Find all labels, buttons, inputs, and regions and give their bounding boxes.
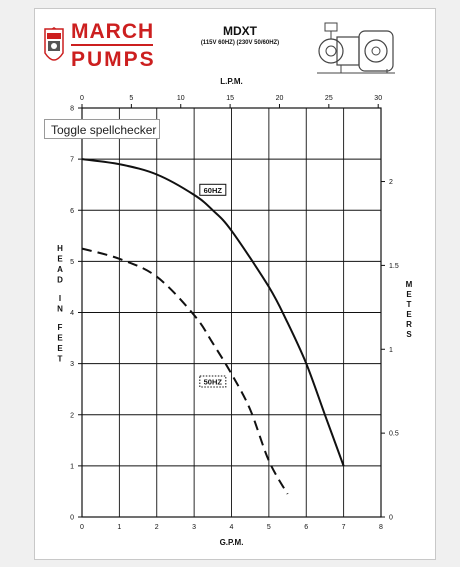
axis-title-letter: E	[57, 333, 63, 343]
y-tick-label: 1	[70, 463, 74, 471]
top-tick-label: 0	[80, 95, 84, 102]
series-group	[82, 159, 344, 494]
y-tick-label: 7	[70, 156, 74, 164]
top-tick-label: 25	[324, 95, 333, 102]
series-label: 50HZ	[203, 377, 222, 387]
x-tick-label: 3	[192, 524, 197, 531]
y-tick-label: 6	[70, 207, 74, 215]
right-tick-label: 0	[389, 514, 393, 522]
x-tick-label: 7	[341, 524, 346, 531]
axis-title-letter: E	[406, 310, 412, 319]
axis-title-letter: E	[57, 254, 63, 264]
axis-title-letter: F	[57, 323, 63, 332]
x-tick-label: 4	[229, 524, 234, 531]
x-tick-label: 2	[154, 524, 159, 531]
y-axis-title	[57, 244, 63, 364]
series-label: 60HZ	[203, 185, 222, 195]
right-tick-label: 1	[389, 346, 393, 354]
axis-title-letter: E	[406, 290, 412, 299]
right-tick-label: 0.5	[389, 430, 399, 438]
y-tick-label: 2	[70, 412, 74, 420]
axis-title-letter: T	[57, 354, 63, 364]
top-tick-label: 10	[176, 95, 185, 102]
axis-labels	[57, 77, 413, 547]
spellchecker-tooltip: Toggle spellchecker	[44, 119, 160, 139]
y-tick-label: 5	[70, 258, 74, 266]
top-tick-label: 20	[275, 95, 284, 102]
axis-title-letter: H	[57, 244, 63, 253]
top-tick-label: 30	[374, 95, 383, 102]
axis-title-letter: M	[405, 280, 413, 289]
axis-title-letter: T	[406, 300, 412, 309]
x-tick-label: 8	[379, 524, 383, 531]
axis-title-letter: R	[406, 320, 412, 329]
x-tick-label: 1	[117, 524, 122, 531]
grid-lines	[82, 108, 381, 517]
axis-title-letter: E	[57, 344, 63, 353]
brand-line-1: MARCH	[71, 20, 155, 43]
x-tick-label: 0	[80, 524, 84, 531]
y-tick-label: 0	[70, 514, 74, 522]
axis-title-letter: I	[58, 294, 62, 303]
brand-line-2: PUMPS	[71, 48, 156, 71]
top-tick-label: 15	[226, 95, 234, 102]
axis-title-letter: A	[57, 265, 63, 274]
axis-title-letter: S	[406, 330, 412, 339]
right-tick-label: 2	[389, 179, 393, 187]
voltage-subtitle: (115V 60HZ) (230V 50/60HZ)	[200, 40, 280, 46]
y-tick-label: 4	[70, 310, 74, 317]
model-title: MDXT	[223, 24, 257, 38]
x-axis-title: G.P.M.	[219, 538, 244, 547]
y-tick-label: 8	[70, 105, 74, 113]
x-tick-label: 5	[266, 524, 271, 531]
right-tick-label: 1.5	[389, 262, 399, 270]
top-tick-label: 5	[129, 95, 134, 102]
top-axis-title: L.P.M.	[220, 77, 243, 86]
y-tick-label: 3	[70, 361, 74, 369]
x-tick-label: 6	[304, 524, 309, 531]
axis-title-letter: D	[57, 275, 63, 285]
series-line-50hz	[82, 249, 288, 494]
right-axis-title	[406, 280, 413, 339]
axis-title-letter: N	[57, 304, 63, 314]
